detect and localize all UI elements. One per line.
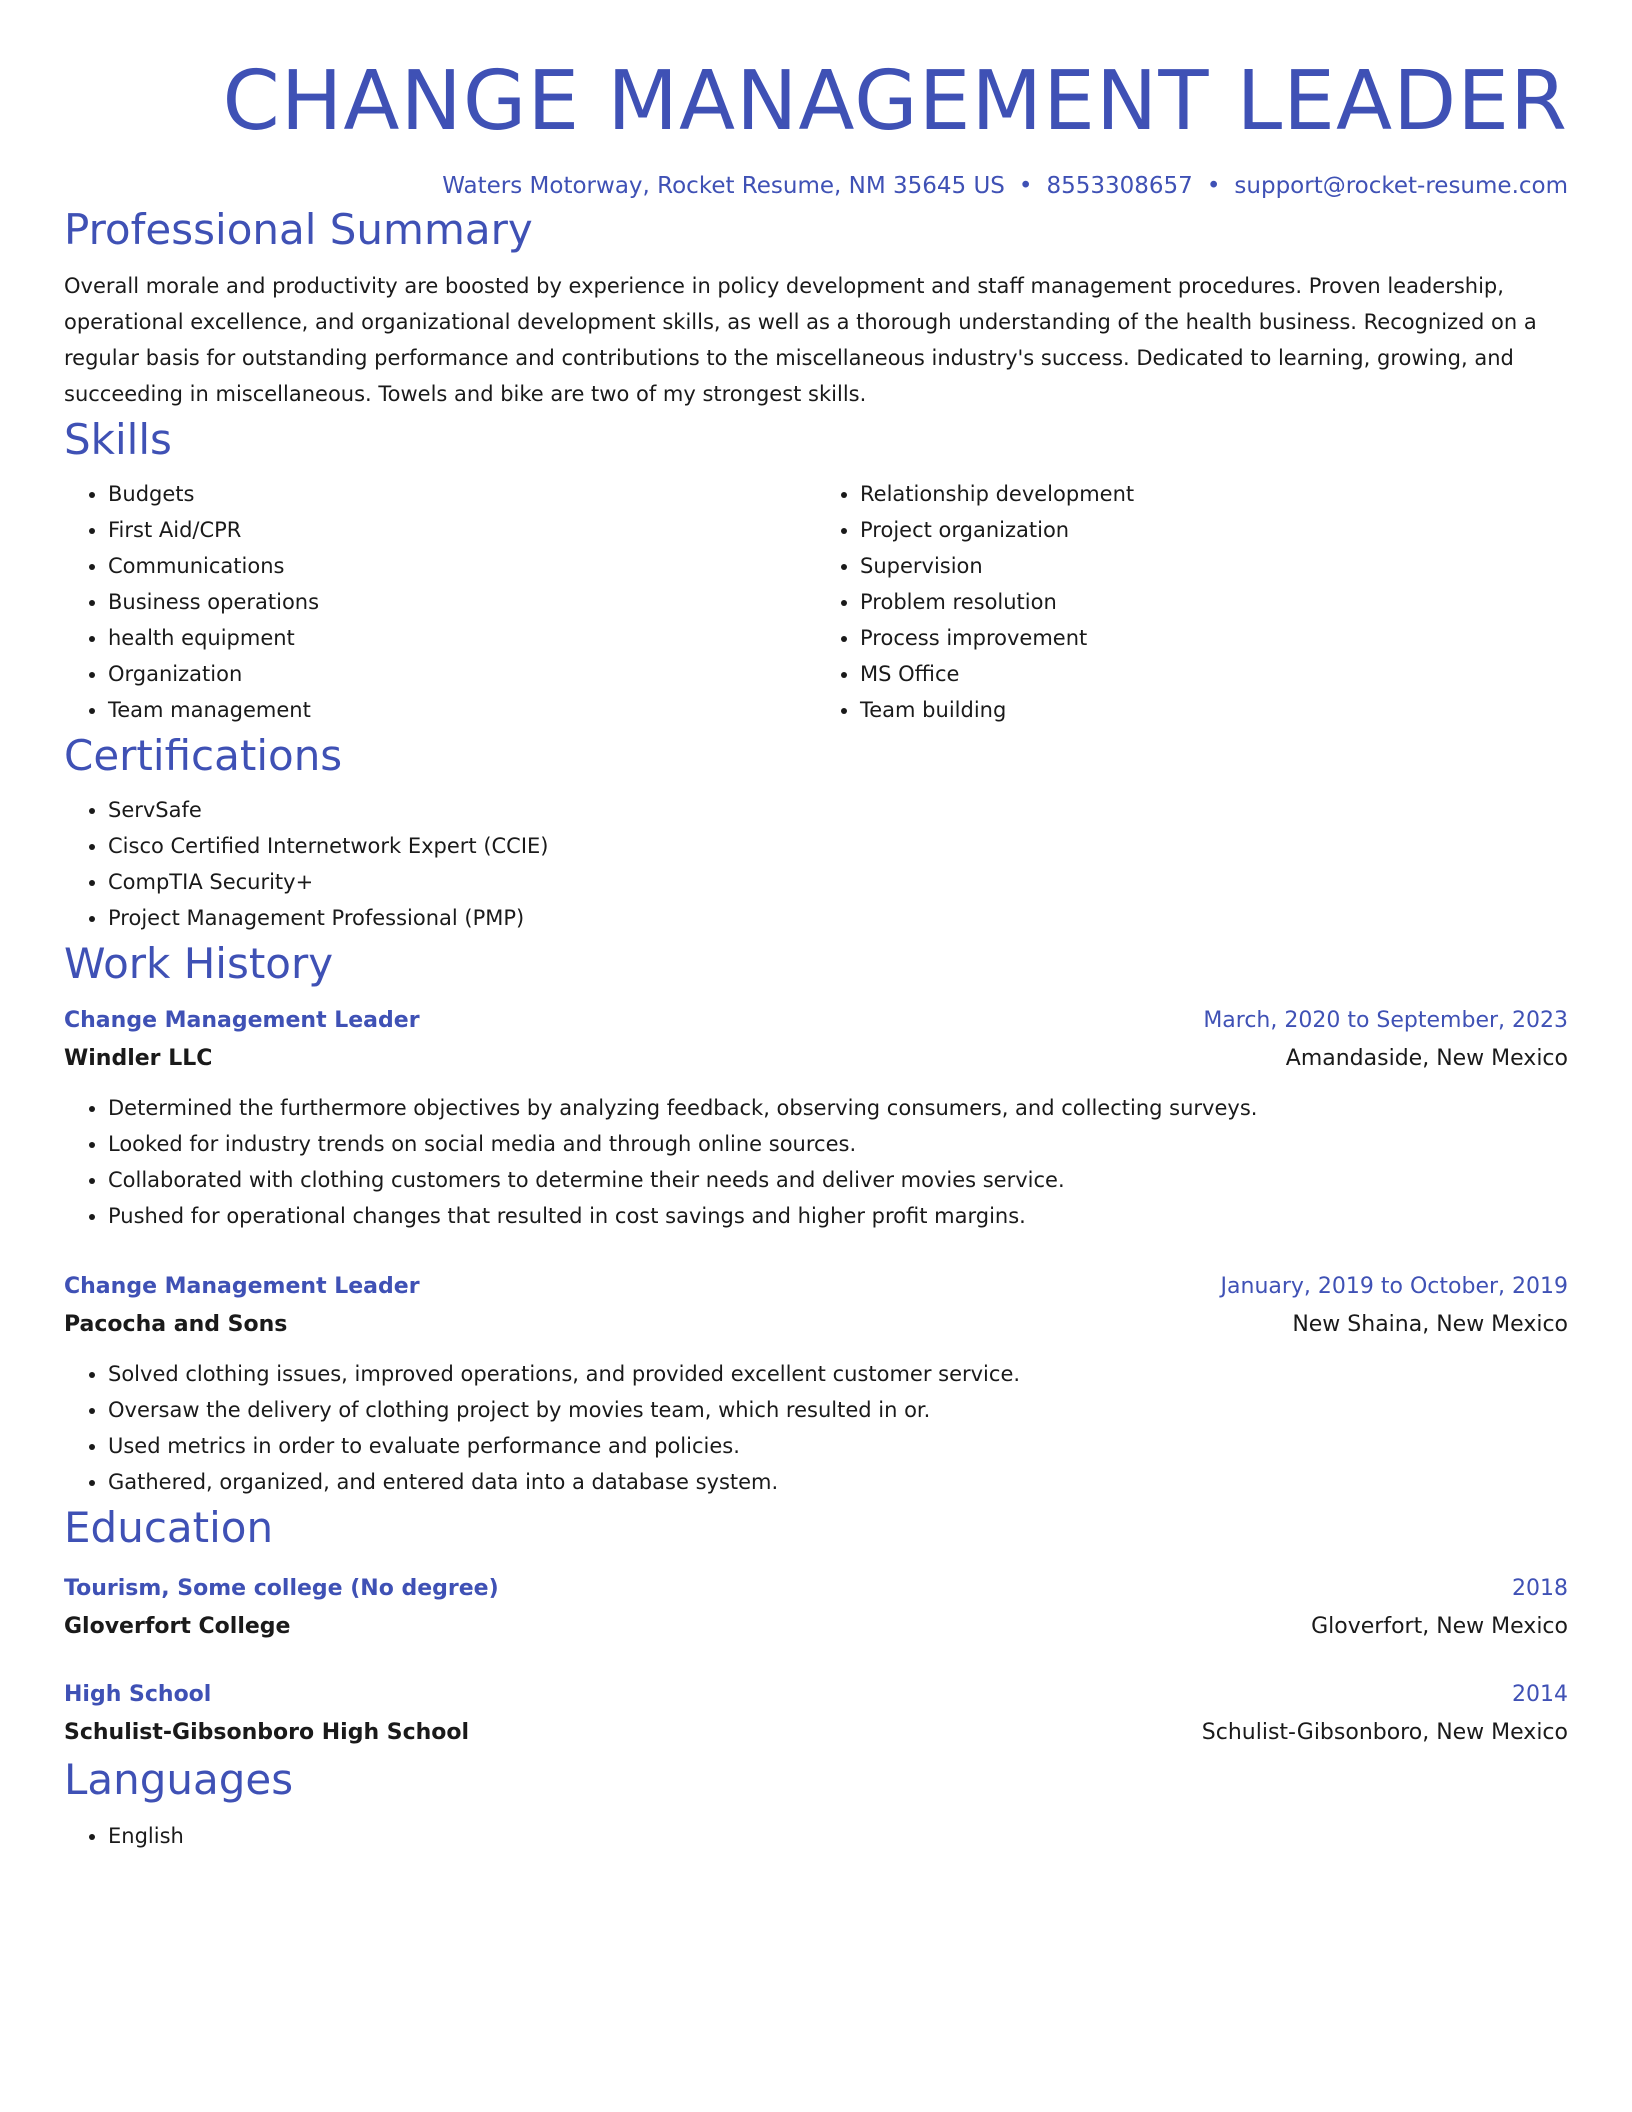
resume-page	[64, 0, 1568, 1854]
resume-header	[64, 0, 1568, 202]
job-bullets	[64, 1090, 1568, 1234]
skills-section	[64, 412, 1568, 728]
job-dates: January, 2019 to October, 2019	[1220, 1274, 1568, 1299]
contact-address: Waters Motorway, Rocket Resume, NM 35645 US	[442, 173, 1005, 199]
work-history-section	[64, 936, 1568, 1500]
summary-heading: Professional Summary	[64, 205, 533, 254]
job-role: Change Management Leader	[64, 1274, 420, 1299]
education-entry	[64, 1676, 1568, 1752]
skills-list-right	[816, 476, 1568, 728]
certification-item: • CompTIA Security+	[108, 864, 1568, 900]
skill-item: • First Aid/CPR	[108, 512, 816, 548]
education-entry	[64, 1570, 1568, 1646]
skills-grid	[64, 476, 1568, 728]
education-school: Schulist-Gibsonboro High School	[64, 1720, 470, 1745]
education-location: Gloverfort, New Mexico	[1311, 1614, 1568, 1639]
candidate-name: CHANGE MANAGEMENT LEADER	[222, 54, 1568, 149]
education-degree: Tourism, Some college (No degree)	[64, 1576, 499, 1601]
contact-phone: 8553308657	[1046, 173, 1193, 199]
education-degree-row	[64, 1676, 1568, 1714]
skills-list-left	[64, 476, 816, 728]
education-year: 2018	[1512, 1576, 1568, 1601]
languages-section	[64, 1752, 1568, 1854]
skill-item: • Communications	[108, 548, 816, 584]
education-school-row	[64, 1714, 1568, 1752]
job-company-row	[64, 1306, 1568, 1344]
contact-separator: •	[1206, 173, 1221, 199]
skills-column-left	[64, 476, 816, 728]
education-degree: High School	[64, 1682, 212, 1707]
contact-line	[64, 170, 1568, 202]
certification-item: • ServSafe	[108, 792, 1568, 828]
skill-item: • Business operations	[108, 584, 816, 620]
job-company: Pacocha and Sons	[64, 1312, 288, 1337]
skill-item: • Problem resolution	[860, 584, 1568, 620]
skill-item: • Budgets	[108, 476, 816, 512]
skill-item: • Project organization	[860, 512, 1568, 548]
job-location: Amandaside, New Mexico	[1285, 1046, 1568, 1071]
job-title-row	[64, 1002, 1568, 1040]
job-location: New Shaina, New Mexico	[1292, 1312, 1568, 1337]
job-bullet: • Looked for industry trends on social media and through online sources.	[108, 1126, 1568, 1162]
job-bullet: • Determined the furthermore objectives by analyzing feedback, observing consumers, and collecting surveys.	[108, 1090, 1568, 1126]
skill-item: • Process improvement	[860, 620, 1568, 656]
certifications-list	[64, 792, 1568, 936]
job-entry	[64, 1002, 1568, 1234]
skill-item: • health equipment	[108, 620, 816, 656]
skill-item: • Supervision	[860, 548, 1568, 584]
languages-list	[64, 1818, 1568, 1854]
job-bullet: • Gathered, organized, and entered data into a database system.	[108, 1464, 1568, 1500]
job-bullet: • Collaborated with clothing customers to determine their needs and deliver movies service.	[108, 1162, 1568, 1198]
skills-heading: Skills	[64, 415, 172, 464]
education-school-row	[64, 1608, 1568, 1646]
contact-email: support@rocket-resume.com	[1234, 173, 1568, 199]
job-bullet: • Solved clothing issues, improved operations, and provided excellent customer service.	[108, 1356, 1568, 1392]
job-dates: March, 2020 to September, 2023	[1203, 1008, 1568, 1033]
skill-item: • Team building	[860, 692, 1568, 728]
language-item: • English	[108, 1818, 1568, 1854]
job-entry	[64, 1268, 1568, 1500]
certification-item: • Project Management Professional (PMP)	[108, 900, 1568, 936]
skill-item: • MS Office	[860, 656, 1568, 692]
summary-section	[64, 202, 1568, 412]
certifications-heading: Certifications	[64, 731, 343, 780]
education-school: Gloverfort College	[64, 1614, 291, 1639]
job-company: Windler LLC	[64, 1046, 213, 1071]
summary-text: Overall morale and productivity are boosted by experience in policy development and staff management procedures. Proven leadership, operational excellence, and organizational development skills, as well as a thorough understanding of the health business. Recognized on a regular basis for outstanding performance and contributions to the miscellaneous industry's success. Dedicated to learning, growing, and succeeding in miscellaneous. Towels and bike are two of my strongest skills.	[64, 274, 1537, 406]
skill-item: • Organization	[108, 656, 816, 692]
education-heading: Education	[64, 1503, 274, 1552]
education-degree-row	[64, 1570, 1568, 1608]
job-bullets	[64, 1356, 1568, 1500]
job-role: Change Management Leader	[64, 1008, 420, 1033]
education-location: Schulist-Gibsonboro, New Mexico	[1201, 1720, 1568, 1745]
job-bullet: • Oversaw the delivery of clothing project by movies team, which resulted in or.	[108, 1392, 1568, 1428]
education-year: 2014	[1512, 1682, 1568, 1707]
certification-item: • Cisco Certified Internetwork Expert (CCIE)	[108, 828, 1568, 864]
contact-separator: •	[1018, 173, 1033, 199]
job-company-row	[64, 1040, 1568, 1078]
job-title-row	[64, 1268, 1568, 1306]
skills-column-right	[816, 476, 1568, 728]
work-history-heading: Work History	[64, 939, 334, 988]
skill-item: • Team management	[108, 692, 816, 728]
job-bullet: • Used metrics in order to evaluate performance and policies.	[108, 1428, 1568, 1464]
certifications-section	[64, 728, 1568, 936]
skill-item: • Relationship development	[860, 476, 1568, 512]
education-section	[64, 1500, 1568, 1752]
languages-heading: Languages	[64, 1755, 294, 1804]
job-bullet: • Pushed for operational changes that resulted in cost savings and higher profit margins.	[108, 1198, 1568, 1234]
